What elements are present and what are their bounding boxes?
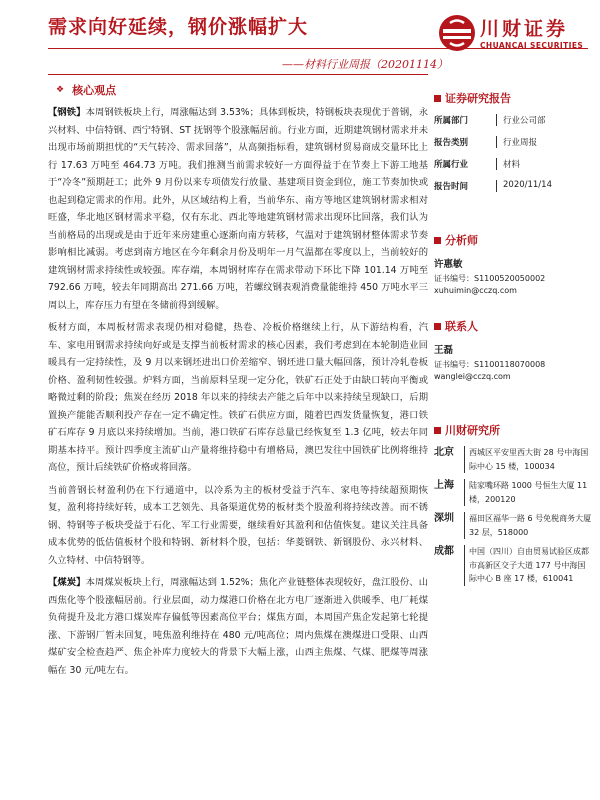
logo-mark-icon — [438, 14, 476, 52]
square-bullet-icon — [434, 427, 441, 434]
contact-name: 王磊 — [434, 345, 454, 356]
info-row-date: 报告时间 2020/11/14 — [434, 180, 552, 192]
office-beijing: 北京 西城区平安里西大街 28 号中海国际中心 15 楼，100034 — [434, 446, 592, 473]
analyst-cert: 证书编号：S1100520050002 — [434, 274, 546, 283]
institute-heading: 川财研究所 — [434, 422, 592, 438]
logo-english-name: CHUANCAI SECURITIES — [480, 41, 584, 50]
contact-heading: 联系人 — [434, 318, 592, 334]
paragraph-text: 本周煤炭板块上行，周涨幅达到 1.52%；焦化产业链整体表现较好，盘江股份、山西焦化等个股涨幅居前。行业层面，动力煤港口价格在北方电厂逐渐进入供暖季、电厂耗煤负荷提升及北方港口煤炭库存偏低等因素高位平台；煤焦方面，本周国产焦企发起第七轮提涨、下游钢厂暂未回复，吨焦盈利维持在 480 元/吨高位；周内焦煤在澳煤进口受限、山西煤矿安全检查趋严、焦企补库力度较大的背景下大幅上涨，山西主焦煤、气煤、肥煤等周涨幅在 30 元/吨左右。 — [48, 577, 428, 676]
contact-cert: 证书编号：S1100118070008 — [434, 360, 546, 369]
subtitle-divider — [48, 74, 428, 75]
square-bullet-icon — [434, 323, 441, 330]
analyst-heading: 分析师 — [434, 232, 592, 248]
office-shenzhen: 深圳 福田区福华一路 6 号免税商务大厦 32 层，518000 — [434, 512, 592, 539]
paragraph-text: 当前普钢长材盈利仍在下行通道中，以冷系为主的板材受益于汽车、家电等持续超预期恢复，盈利将持续好转，成本工艺领先、具备渠道优势的板材类个股盈利将持续改善。而不锈钢、特钢等子板块受益于石化、军工行业需要，继续看好其盈利和估值恢复。建议关注具备成本优势的低估值板材个股和特钢、新材料个股，包括：华菱钢铁、新钢股份、永兴材料、久立特材、中信特钢等。 — [48, 484, 428, 566]
info-row-industry: 所属行业 材料 — [434, 160, 521, 170]
sidebar — [434, 90, 592, 592]
report-info-heading: 证券研究报告 — [434, 90, 592, 106]
paragraph-coal — [48, 574, 428, 679]
analyst-email[interactable]: xuhuimin@cczq.com — [434, 285, 517, 295]
office-chengdu: 成都 中国（四川）自由贸易试验区成都市高新区交子大道 177 号中海国际中心 B 座 17 楼，610041 — [434, 545, 592, 586]
paragraph-text: 板材方面，本周板材需求表现仍相对稳健，热卷、冷板价格继续上行，从下游结构看，汽车、家电用钢需求持续向好或是支撑当前板材需求的核心因素，我们考虑到在本轮制造业回暖具有一定持续性，及 9 月以来钢坯进出口价差缩窄、钢坯进口量大幅回落，预计冷轧卷板价格、盈利韧性较强。炉料方面，当前原料呈现一定分化，铁矿石正处于由缺口转向平衡或略微过剩的阶段；焦炭在经历 2018 年以来的持续去产能之后年中以来持续呈现缺口，后期置换产能能否顺利投产存在一定不确定性。铁矿石供应方面，随着巴西发货量恢复，港口铁矿石库存 9 月底以来持续增加。当前，港口铁矿石库存总量已经恢复至 1.3 亿吨，较去年同期基本持平。预计四季度主流矿山产量将维持稳中有增格局，澳巴发往中国铁矿比例将维持高位，预计后续铁矿价格或将回落。 — [48, 322, 428, 473]
logo-chinese-name: 川财证券 — [480, 18, 569, 40]
info-row-department: 所属部门 行业公司部 — [434, 116, 546, 126]
company-logo — [438, 14, 588, 54]
core-view-heading — [56, 82, 428, 98]
analyst-name: 许惠敏 — [434, 259, 463, 270]
core-view-title: 核心观点 — [72, 84, 117, 97]
paragraph-tag: 【钢铁】 — [48, 107, 86, 118]
contact-email[interactable]: wanglei@cczq.com — [434, 371, 511, 381]
paragraph-steel — [48, 104, 428, 314]
report-subtitle: ——材料行业周报（20201114） — [282, 58, 448, 71]
square-bullet-icon — [434, 237, 441, 244]
diamond-icon: ❖ — [56, 85, 65, 95]
paragraph-text: 本周钢铁板块上行，周涨幅达到 3.53%；具体到板块，特钢板块表现优于普钢，永兴材料、中信特钢、西宁特钢、ST 抚钢等个股涨幅居前。行业方面，近期建筑钢材需求并未出现市场前期担忧的“天气转冷、需求回落”，从高频指标看，建筑钢材贸易商成交量环比上行 17.63 万吨至 464.73 万吨。我们推测当前需求较好一方面得益于在节奏上下游工地基于“冷冬”预期赶工；此外 9 月份以来专项债发行放量、基建项目资金到位，施工节奏加快或也起到稳定需求的作用。此外，从区域结构上看，当前华东、南方等地区建筑钢材需求相对旺盛，华北地区钢材需求平稳，仅有东北、西北等地建筑钢材需求出现环比回落，我们认为当前格局的出现或是由于近年来房建重心逐渐向南方转移，气温对于建筑钢材整体需求节奏影响相比减弱。考虑到南方地区在今年剩余月份及明年一月气温都在零度以上，当前较好的建筑钢材需求持续性或较强。库存端，本周钢材库存在需求带动下环比下降 101.14 万吨至 792.66 万吨，较去年同期高出 271.66 万吨，若螺纹钢表观消费量能维持 450 万吨水平三周以上，库存压力有望在冬储前得到缓解。 — [48, 107, 428, 311]
paragraph-outlook — [48, 482, 428, 570]
office-shanghai: 上海 陆家嘴环路 1000 号恒生大厦 11 楼，200120 — [434, 479, 592, 506]
square-bullet-icon — [434, 95, 441, 102]
report-title: 需求向好延续，钢价涨幅扩大 — [48, 16, 309, 38]
paragraph-plates — [48, 319, 428, 477]
paragraph-tag: 【煤炭】 — [48, 577, 86, 588]
main-content — [48, 82, 428, 684]
info-row-category: 报告类别 行业周报 — [434, 138, 538, 148]
